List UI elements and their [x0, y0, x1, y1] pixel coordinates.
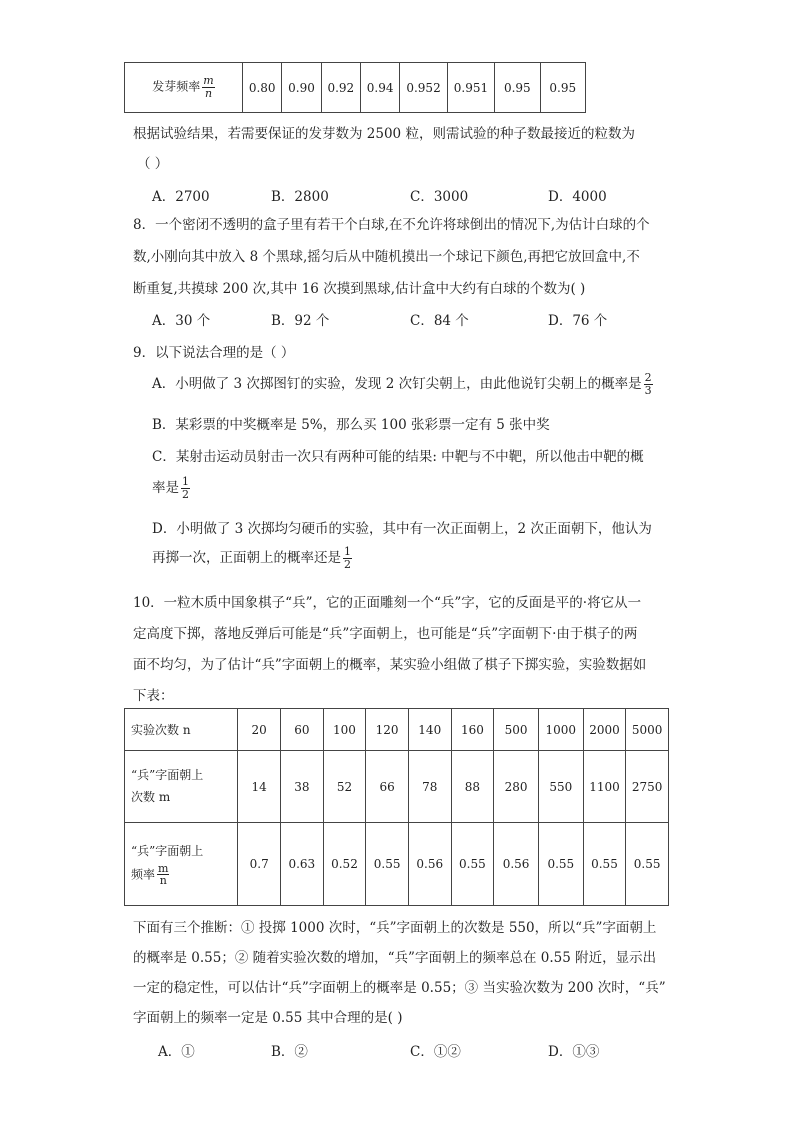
- q10-option-c: C．①②: [410, 1044, 461, 1060]
- chess-piece-experiment-table: [124, 708, 669, 906]
- row-label-line1: “兵”字面朝上: [131, 767, 204, 782]
- table-cell: 100: [323, 709, 366, 751]
- q7-stem-line2: （ ）: [137, 156, 169, 172]
- q9-option-b: B．某彩票的中奖概率是 5%，那么买 100 张彩票一定有 5 张中奖: [152, 417, 550, 433]
- q9-option-d-line2: [152, 546, 352, 571]
- table-cell: 500: [494, 709, 539, 751]
- q10-stem-line4: 下表：: [133, 688, 174, 704]
- q8-option-b: B．92 个: [271, 313, 330, 329]
- q9-option-c-line1: C．某射击运动员射击一次只有两种可能的结果: 中靶与不中靶，所以他击中靶的概: [152, 449, 644, 465]
- q10-option-b: B．②: [271, 1044, 308, 1060]
- fraction-denominator: 3: [644, 384, 652, 397]
- fraction-m-over-n: [202, 75, 214, 99]
- table-cell: 0.94: [361, 63, 400, 113]
- table-cell: 2750: [626, 751, 669, 823]
- table-cell: 0.55: [626, 823, 669, 906]
- table-cell: 5000: [626, 709, 669, 751]
- fraction-one-half: [343, 546, 352, 570]
- q9-option-a-text: A．小明做了 3 次掷图钉的实验，发现 2 次钉尖朝上，由此他说钉尖朝上的概率是: [152, 376, 642, 392]
- row-label: 发芽频率: [152, 80, 201, 94]
- fraction-numerator: 1: [182, 475, 189, 489]
- table-cell: 2000: [583, 709, 626, 751]
- q8-stem-line2: 数,小刚向其中放入 8 个黑球,摇匀后从中随机摸出一个球记下颜色,再把它放回盒中,不: [133, 249, 640, 265]
- q8-option-c: C．84 个: [410, 313, 469, 329]
- q8-stem-line3: 断重复,共摸球 200 次,其中 16 次摸到黑球,估计盒中大约有白球的个数为( ): [133, 281, 586, 297]
- q9-option-c-line2: [152, 476, 190, 501]
- table-cell: 0.55: [366, 823, 409, 906]
- q8-option-a: A．30 个: [152, 313, 211, 329]
- table-row: [125, 823, 669, 906]
- row-label-line2: [131, 863, 237, 887]
- row-label-text: 频率: [131, 867, 156, 882]
- table-cell: 0.55: [538, 823, 583, 906]
- table-row: [125, 63, 586, 113]
- table-cell: 0.95: [540, 63, 585, 113]
- table-cell: 0.56: [408, 823, 451, 906]
- table-cell: 0.52: [323, 823, 366, 906]
- q10-inference-line4: 字面朝上的频率一定是 0.55 其中合理的是( ): [133, 1010, 403, 1026]
- q7-stem-line1: 根据试验结果，若需要保证的发芽数为 2500 粒，则需试验的种子数最接近的粒数为: [133, 126, 635, 142]
- row-label-line1: “兵”字面朝上: [131, 844, 204, 859]
- q7-option-c: C．3000: [410, 189, 469, 205]
- fraction-numerator: m: [158, 861, 169, 875]
- fraction-two-thirds: [644, 372, 653, 396]
- table-cell: 0.952: [400, 63, 447, 113]
- fraction-numerator: m: [203, 74, 214, 88]
- table-cell: 120: [366, 709, 409, 751]
- table-header-cell: [125, 751, 238, 823]
- table-cell: 550: [538, 751, 583, 823]
- q10-option-a: A．①: [158, 1044, 195, 1060]
- table-cell: 0.90: [282, 63, 321, 113]
- fraction-one-half: [181, 476, 190, 500]
- q9-option-d-line1: D．小明做了 3 次掷均匀硬币的实验，其中有一次正面朝上，2 次正面朝下，他认为: [152, 521, 652, 537]
- q8-option-d: D．76 个: [548, 313, 608, 329]
- table-header-cell: 实验次数 n: [125, 709, 238, 751]
- table-cell: 20: [238, 709, 281, 751]
- fraction-numerator: 2: [644, 371, 652, 385]
- table-cell: 38: [281, 751, 324, 823]
- q7-option-d: D．4000: [548, 189, 607, 205]
- table-cell: 66: [366, 751, 409, 823]
- table-cell: 0.63: [281, 823, 324, 906]
- q7-option-b: B．2800: [271, 189, 329, 205]
- fraction-denominator: n: [204, 87, 213, 100]
- q10-stem-line2: 定高度下掷，落地反弹后可能是“兵”字面朝上，也可能是“兵”字面朝下·由于棋子的两: [133, 626, 638, 642]
- table-cell: 0.95: [495, 63, 540, 113]
- table-cell: 0.951: [447, 63, 494, 113]
- q9-option-c-text: 率是: [152, 480, 179, 496]
- q9-stem: 9．以下说法合理的是（ ）: [133, 345, 295, 361]
- table-cell: 1000: [538, 709, 583, 751]
- table-cell: 0.55: [583, 823, 626, 906]
- fraction-denominator: 2: [182, 488, 189, 501]
- table-cell: 60: [281, 709, 324, 751]
- q9-option-d-text: 再掷一次，正面朝上的概率还是: [152, 550, 341, 566]
- table-cell: 140: [408, 709, 451, 751]
- table-cell: 78: [408, 751, 451, 823]
- q9-option-a: [152, 372, 653, 397]
- table-header-cell: [125, 823, 238, 906]
- q7-option-a: A．2700: [152, 189, 210, 205]
- q10-option-d: D．①③: [548, 1044, 600, 1060]
- fraction-denominator: n: [159, 874, 167, 888]
- fraction-m-over-n: [157, 863, 169, 887]
- q10-inference-line3: 一定的稳定性，可以估计“兵”字面朝上的概率是 0.55；③ 当实验次数为 200 次时，“兵”: [133, 980, 666, 996]
- fraction-numerator: 1: [344, 545, 351, 559]
- table-cell: 0.7: [238, 823, 281, 906]
- table-cell: 88: [451, 751, 494, 823]
- table-cell: 0.92: [321, 63, 360, 113]
- q10-stem-line3: 面不均匀，为了估计“兵”字面朝上的概率，某实验小组做了棋子下掷实验，实验数据如: [133, 657, 647, 673]
- table-row: [125, 709, 669, 751]
- q10-inference-line2: 的概率是 0.55；② 随着实验次数的增加，“兵”字面朝上的频率总在 0.55 附近，显示出: [133, 950, 657, 966]
- q10-inference-line1: 下面有三个推断：① 投掷 1000 次时，“兵”字面朝上的次数是 550，所以“兵”字面朝上: [133, 920, 657, 936]
- table-cell: 14: [238, 751, 281, 823]
- table-cell: 280: [494, 751, 539, 823]
- q8-stem-line1: 8．一个密闭不透明的盒子里有若干个白球,在不允许将球倒出的情况下,为估计白球的个: [133, 217, 650, 233]
- table-cell: 52: [323, 751, 366, 823]
- table-cell: 0.56: [494, 823, 539, 906]
- fraction-denominator: 2: [344, 558, 351, 571]
- row-label-line2: 次数 m: [131, 789, 171, 804]
- table-cell: 1100: [583, 751, 626, 823]
- table-row: [125, 751, 669, 823]
- germination-frequency-table: [124, 62, 586, 113]
- table-cell: 0.80: [243, 63, 282, 113]
- q10-stem-line1: 10．一粒木质中国象棋子“兵”，它的正面雕刻一个“兵”字，它的反面是平的·将它从一: [133, 595, 642, 611]
- table-cell: 0.55: [451, 823, 494, 906]
- table-header-cell: [125, 63, 243, 113]
- table-cell: 160: [451, 709, 494, 751]
